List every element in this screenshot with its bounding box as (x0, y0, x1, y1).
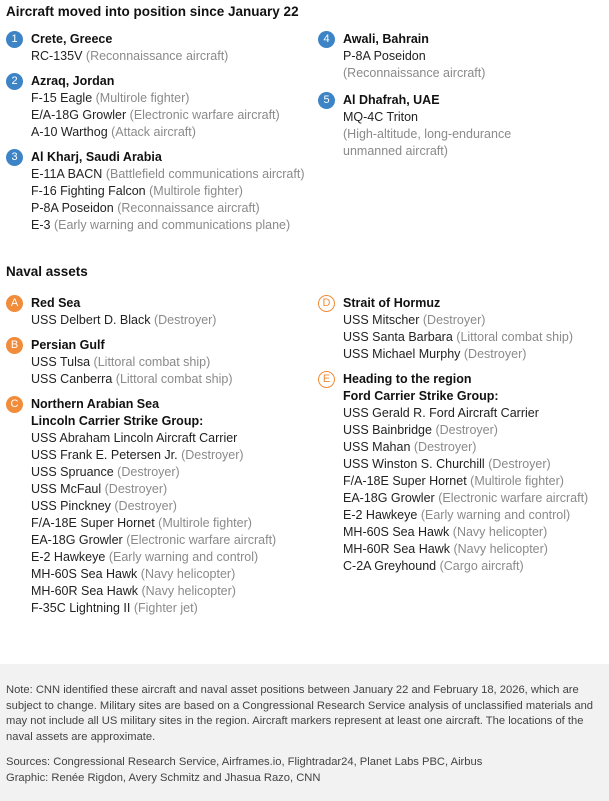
location-name: Al Dhafrah, UAE (343, 93, 440, 107)
location-marker-3: 3 (6, 149, 23, 166)
naval-section-title: Naval assets (6, 264, 88, 279)
location-name: Awali, Bahrain (343, 32, 429, 46)
list-item: E-11A BACN (Battlefield communications aircraft) (31, 167, 305, 181)
footer-graphic-credit: Graphic: Renée Rigdon, Avery Schmitz and Jhasua Razo, CNN (6, 771, 321, 784)
location-marker-e: E (318, 371, 335, 388)
footer-note: Note: CNN identified these aircraft and naval asset positions between January 22 and February 18, 2026, which are subject to change. Military sites are based on a Congressional Research Service analysis of unclassified materials and may not include all US military sites in the region. Aircraft markers represent at least one aircraft. The locations of the naval assets are approximate. (6, 684, 594, 743)
list-item: USS Santa Barbara (Littoral combat ship) (343, 330, 573, 344)
list-item: USS Michael Murphy (Destroyer) (343, 347, 527, 361)
list-item: USS Winston S. Churchill (Destroyer) (343, 457, 551, 471)
list-item: MQ-4C Triton (343, 110, 419, 124)
list-item: MH-60R Sea Hawk (Navy helicopter) (31, 584, 236, 598)
location-name: Persian Gulf (31, 338, 105, 352)
footer-credits (6, 755, 598, 786)
list-item: USS Frank E. Petersen Jr. (Destroyer) (31, 448, 244, 462)
location-marker-5: 5 (318, 92, 335, 109)
list-item: USS McFaul (Destroyer) (31, 482, 168, 496)
list-item: MH-60S Sea Hawk (Navy helicopter) (31, 567, 236, 581)
list-item: USS Pinckney (Destroyer) (31, 499, 177, 513)
location-name: Heading to the region (343, 372, 472, 386)
aircraft-location-5 (318, 92, 603, 160)
list-item: USS Mahan (Destroyer) (343, 440, 477, 454)
list-item: EA-18G Growler (Electronic warfare aircraft) (343, 491, 589, 505)
aircraft-description: (Reconnaissance aircraft) (343, 66, 486, 80)
aircraft-left-column (6, 31, 316, 242)
list-item: P-8A Poseidon (343, 49, 426, 63)
list-item: RC-135V (Reconnaissance aircraft) (31, 49, 229, 63)
footer (0, 664, 609, 801)
aircraft-location-3 (6, 149, 316, 234)
list-item: E-2 Hawkeye (Early warning and control) (31, 550, 259, 564)
list-item: MH-60R Sea Hawk (Navy helicopter) (343, 542, 548, 556)
footer-sources: Sources: Congressional Research Service, Airframes.io, Flightradar24, Planet Labs PBC, Airbus (6, 756, 483, 768)
naval-location-a (6, 295, 316, 329)
location-marker-1: 1 (6, 31, 23, 48)
location-marker-a: A (6, 295, 23, 312)
strike-group-title: Ford Carrier Strike Group: (343, 389, 499, 403)
aircraft-right-column (318, 31, 603, 168)
aircraft-description: (High-altitude, long-endurance unmanned aircraft) (343, 127, 512, 158)
list-item: USS Bainbridge (Destroyer) (343, 423, 498, 437)
location-marker-4: 4 (318, 31, 335, 48)
list-item: E/A-18G Growler (Electronic warfare aircraft) (31, 108, 280, 122)
list-item: P-8A Poseidon (Reconnaissance aircraft) (31, 201, 260, 215)
list-item: EA-18G Growler (Electronic warfare aircraft) (31, 533, 277, 547)
location-name: Azraq, Jordan (31, 74, 115, 88)
location-marker-d: D (318, 295, 335, 312)
location-name: Al Kharj, Saudi Arabia (31, 150, 162, 164)
location-name: Crete, Greece (31, 32, 113, 46)
list-item: MH-60S Sea Hawk (Navy helicopter) (343, 525, 548, 539)
list-item: USS Abraham Lincoln Aircraft Carrier (31, 431, 238, 445)
naval-location-b (6, 337, 316, 388)
aircraft-location-1 (6, 31, 316, 65)
aircraft-section-title: Aircraft moved into position since January 22 (6, 4, 299, 19)
list-item: F/A-18E Super Hornet (Multirole fighter) (31, 516, 252, 530)
aircraft-location-2 (6, 73, 316, 141)
list-item: F/A-18E Super Hornet (Multirole fighter) (343, 474, 564, 488)
location-name: Red Sea (31, 296, 81, 310)
list-item: F-16 Fighting Falcon (Multirole fighter) (31, 184, 243, 198)
list-item: USS Canberra (Littoral combat ship) (31, 372, 233, 386)
list-item: E-2 Hawkeye (Early warning and control) (343, 508, 571, 522)
aircraft-location-4 (318, 31, 603, 82)
location-marker-b: B (6, 337, 23, 354)
location-marker-c: C (6, 396, 23, 413)
naval-location-c (6, 396, 316, 617)
naval-left-column (6, 295, 316, 625)
location-name: Strait of Hormuz (343, 296, 441, 310)
list-item: USS Mitscher (Destroyer) (343, 313, 486, 327)
list-item: USS Tulsa (Littoral combat ship) (31, 355, 211, 369)
list-item: USS Gerald R. Ford Aircraft Carrier (343, 406, 539, 420)
strike-group-title: Lincoln Carrier Strike Group: (31, 414, 204, 428)
list-item: F-35C Lightning II (Fighter jet) (31, 601, 198, 615)
list-item: F-15 Eagle (Multirole fighter) (31, 91, 190, 105)
list-item: E-3 (Early warning and communications plane) (31, 218, 291, 232)
naval-location-d (318, 295, 603, 363)
location-name: Northern Arabian Sea (31, 397, 160, 411)
list-item: USS Spruance (Destroyer) (31, 465, 180, 479)
naval-right-column (318, 295, 603, 583)
naval-location-e (318, 371, 603, 575)
location-marker-2: 2 (6, 73, 23, 90)
list-item: C-2A Greyhound (Cargo aircraft) (343, 559, 524, 573)
list-item: A-10 Warthog (Attack aircraft) (31, 125, 196, 139)
list-item: USS Delbert D. Black (Destroyer) (31, 313, 217, 327)
